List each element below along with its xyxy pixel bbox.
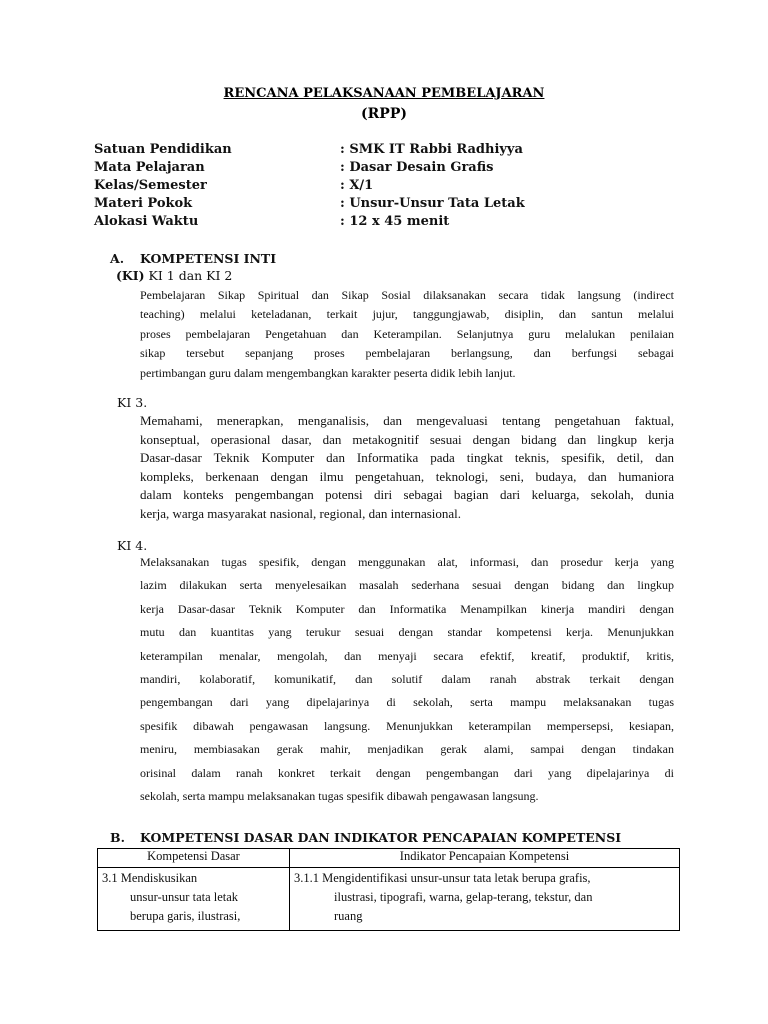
kd-cell (98, 868, 290, 931)
paragraph-line: kerja Dasar-dasar Teknik Komputer dan Informatika Menampilkan kinerja mandiri dengan (140, 601, 674, 616)
ipk-line: ruang (334, 909, 363, 923)
identity-label: Satuan Pendidikan (94, 142, 232, 157)
paragraph-line: teaching) melalui keteladanan, terkait jujur, tanggungjawab, disiplin, dan santun melalui (140, 307, 674, 322)
kd-line: 3.1 Mendiskusikan (102, 871, 198, 885)
ipk-line: ilustrasi, tipografi, warna, gelap-terang, tekstur, dan (334, 890, 593, 904)
paragraph-line: sikap tersebut sepanjang proses pembelajaran berlangsung, dan berfungsi sebagai (140, 346, 674, 361)
section-b-title: KOMPETENSI DASAR DAN INDIKATOR PENCAPAIAN KOMPETENSI (140, 830, 622, 845)
document-title (0, 86, 768, 101)
paragraph-line: meniru, membiasakan gerak mahir, menjadikan gerak alami, sampai dengan tindakan (140, 742, 674, 757)
paragraph-line: lazim dilakukan serta menyelesaikan masalah sederhana sesuai dengan bidang dan lingkup (140, 578, 674, 593)
paragraph-line: pengembangan dari yang dipelajarinya di sekolah, serta mampu melaksanakan tugas (140, 695, 674, 710)
paragraph-line: orisinal dalam ranah konkret terkait dengan pengembangan dari yang dipelajarinya di (140, 765, 674, 780)
identity-label: Kelas/Semester (94, 178, 207, 193)
ki-3-paragraph (140, 412, 674, 524)
paragraph-line: dalam konteks pengembangan potensi diri sebagai bagian dari keluarga, sekolah, dunia (140, 487, 674, 503)
identity-value: : Dasar Desain Grafis (340, 160, 494, 175)
paragraph-line: kerja, warga masyarakat nasional, regional, dan internasional. (140, 505, 462, 521)
paragraph-line: konseptual, operasional dasar, dan metakognitif sesuai dengan bidang dan lingkup kerja (140, 431, 674, 447)
ki-prefix: (KI) (116, 268, 145, 283)
paragraph-line: pertimbangan guru dalam mengembangkan karakter peserta didik lebih lanjut. (140, 365, 516, 380)
ki-4-label: KI 4. (117, 538, 148, 553)
table-row (98, 868, 680, 931)
section-a-heading (110, 251, 276, 266)
competency-table (97, 848, 680, 931)
paragraph-line: Memahami, menerapkan, menganalisis, dan mengevaluasi tentang pengetahuan faktual, (140, 413, 674, 428)
document-title-text: RENCANA PELAKSANAAN PEMBELAJARAN (223, 86, 545, 101)
ipk-cell (290, 868, 680, 931)
identity-value: : SMK IT Rabbi Radhiyya (340, 142, 523, 157)
paragraph-line: spesifik dibawah pengawasan langsung. Menunjukkan keterampilan mempersepsi, kesiapan, (140, 718, 674, 733)
ki-1-2-title: KI 1 dan KI 2 (148, 268, 233, 283)
paragraph-line: sekolah, serta mampu melaksanakan tugas spesifik dibawah pengawasan langsung. (140, 789, 539, 804)
ki-3-label: KI 3. (117, 395, 148, 410)
paragraph-line: keterampilan menalar, mengolah, dan menyaji secara efektif, kreatif, produktif, kritis, (140, 648, 674, 663)
document-subtitle: (RPP) (361, 106, 407, 122)
ki-1-2-label (116, 268, 232, 283)
paragraph-line: proses pembelajaran Pengetahuan dan Keterampilan. Selanjutnya guru melalukan penilaian (140, 326, 674, 341)
identity-value: : X/1 (340, 178, 374, 193)
table-header-indikator: Indikator Pencapaian Kompetensi (290, 849, 680, 868)
kd-line: berupa garis, ilustrasi, (130, 909, 241, 923)
identity-label: Alokasi Waktu (94, 214, 199, 229)
paragraph-line: Melaksanakan tugas spesifik, dengan menggunakan alat, informasi, dan prosedur kerja yang (140, 555, 674, 569)
identity-label: Materi Pokok (94, 196, 193, 211)
ki-4-paragraph (140, 551, 674, 808)
kd-line: unsur-unsur tata letak (130, 890, 239, 904)
paragraph-line: mutu dan kuantitas yang terukur sesuai dengan standar kompetensi kerja. Menunjukkan (140, 625, 674, 640)
ki-1-2-paragraph (140, 286, 674, 383)
identity-label: Mata Pelajaran (94, 160, 205, 175)
paragraph-line: mandiri, kolaboratif, komunikatif, dan solutif dalam ranah abstrak terkait dengan (140, 672, 674, 687)
section-a-letter: A. (110, 251, 125, 266)
section-b-letter: B. (110, 830, 125, 845)
paragraph-line: kompleks, berkenaan dengan ilmu pengetahuan, teknologi, seni, budaya, dan humaniora (140, 468, 674, 484)
paragraph-line: Dasar-dasar Teknik Komputer dan Informatika pada tingkat teknis, spesifik, detil, dan (140, 450, 674, 466)
section-a-title: KOMPETENSI INTI (140, 251, 277, 266)
identity-value: : 12 x 45 menit (340, 214, 450, 229)
section-b-heading (110, 830, 621, 845)
ipk-line: 3.1.1 Mengidentifikasi unsur-unsur tata letak berupa grafis, (294, 871, 591, 885)
paragraph-line: Pembelajaran Sikap Spiritual dan Sikap Sosial dilaksanakan secara tidak langsung (indirect (140, 288, 674, 302)
table-header-row (98, 849, 680, 868)
table-header-kompetensi-dasar: Kompetensi Dasar (98, 849, 290, 868)
identity-value: : Unsur-Unsur Tata Letak (340, 196, 525, 211)
